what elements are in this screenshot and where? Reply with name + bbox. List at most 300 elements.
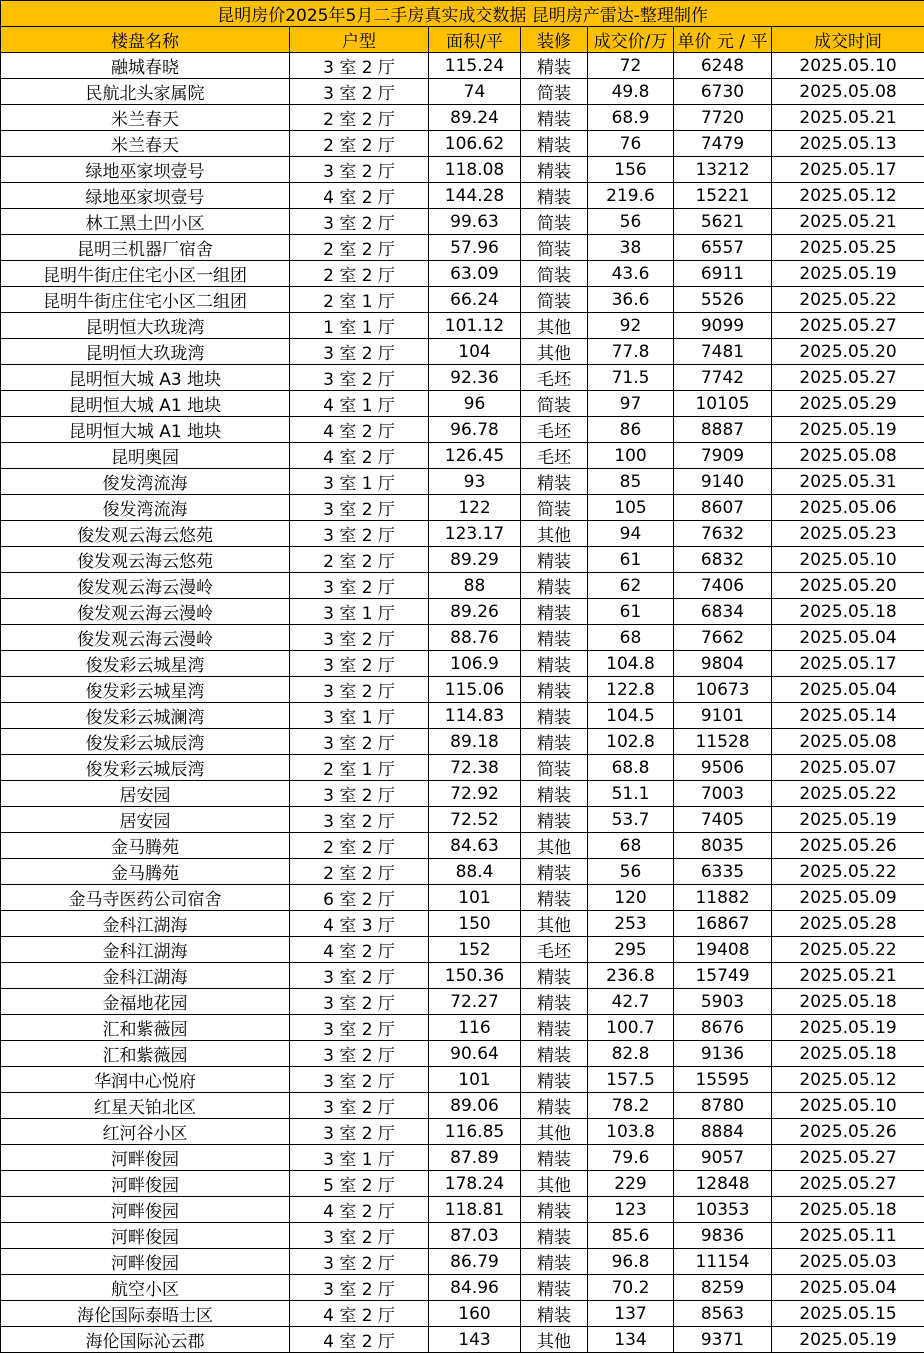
cell-area: 101.12: [429, 313, 521, 339]
cell-property-name: 金福地花园: [1, 989, 290, 1015]
cell-unit-price: 7742: [674, 365, 772, 391]
cell-decoration: 毛坯: [521, 417, 588, 443]
cell-unit-price: 8676: [674, 1015, 772, 1041]
cell-total-price: 61: [588, 599, 674, 625]
cell-unit-price: 11528: [674, 729, 772, 755]
cell-layout: 3 室 1 厅: [290, 469, 429, 495]
cell-total-price: 76: [588, 131, 674, 157]
cell-date: 2025.05.22: [772, 937, 924, 963]
cell-layout: 4 室 2 厅: [290, 443, 429, 469]
cell-decoration: 简装: [521, 79, 588, 105]
cell-unit-price: 6832: [674, 547, 772, 573]
table-row: [1, 1223, 924, 1249]
cell-property-name: 昆明奥园: [1, 443, 290, 469]
cell-property-name: 河畔俊园: [1, 1223, 290, 1249]
cell-property-name: 昆明恒大玖珑湾: [1, 339, 290, 365]
header-property-name: 楼盘名称: [1, 27, 290, 53]
cell-property-name: 昆明恒大城 A1 地块: [1, 391, 290, 417]
cell-date: 2025.05.22: [772, 781, 924, 807]
cell-decoration: 其他: [521, 1327, 588, 1353]
cell-unit-price: 8035: [674, 833, 772, 859]
cell-layout: 5 室 2 厅: [290, 1171, 429, 1197]
cell-total-price: 49.8: [588, 79, 674, 105]
header-area: 面积/平: [429, 27, 521, 53]
cell-unit-price: 7003: [674, 781, 772, 807]
cell-date: 2025.05.08: [772, 79, 924, 105]
table-row: [1, 287, 924, 313]
cell-total-price: 219.6: [588, 183, 674, 209]
cell-property-name: 俊发观云海云漫岭: [1, 625, 290, 651]
cell-property-name: 俊发观云海云漫岭: [1, 599, 290, 625]
cell-total-price: 295: [588, 937, 674, 963]
cell-area: 57.96: [429, 235, 521, 261]
table-row: [1, 833, 924, 859]
cell-layout: 3 室 2 厅: [290, 807, 429, 833]
cell-total-price: 103.8: [588, 1119, 674, 1145]
cell-property-name: 河畔俊园: [1, 1197, 290, 1223]
cell-decoration: 精装: [521, 677, 588, 703]
cell-area: 84.63: [429, 833, 521, 859]
cell-decoration: 精装: [521, 157, 588, 183]
cell-property-name: 米兰春天: [1, 105, 290, 131]
cell-area: 115.06: [429, 677, 521, 703]
cell-layout: 6 室 2 厅: [290, 885, 429, 911]
cell-decoration: 精装: [521, 703, 588, 729]
cell-property-name: 昆明牛街庄住宅小区一组团: [1, 261, 290, 287]
cell-total-price: 53.7: [588, 807, 674, 833]
cell-decoration: 精装: [521, 1249, 588, 1275]
cell-unit-price: 9136: [674, 1041, 772, 1067]
cell-decoration: 其他: [521, 833, 588, 859]
cell-layout: 2 室 1 厅: [290, 755, 429, 781]
cell-date: 2025.05.18: [772, 989, 924, 1015]
cell-date: 2025.05.22: [772, 287, 924, 313]
cell-total-price: 92: [588, 313, 674, 339]
cell-date: 2025.05.21: [772, 963, 924, 989]
cell-date: 2025.05.03: [772, 1249, 924, 1275]
cell-date: 2025.05.12: [772, 183, 924, 209]
cell-layout: 2 室 2 厅: [290, 833, 429, 859]
cell-property-name: 河畔俊园: [1, 1249, 290, 1275]
cell-unit-price: 5526: [674, 287, 772, 313]
cell-area: 96: [429, 391, 521, 417]
cell-area: 114.83: [429, 703, 521, 729]
cell-unit-price: 11154: [674, 1249, 772, 1275]
cell-property-name: 昆明恒大城 A3 地块: [1, 365, 290, 391]
cell-date: 2025.05.26: [772, 833, 924, 859]
cell-date: 2025.05.18: [772, 1197, 924, 1223]
table-row: [1, 1249, 924, 1275]
cell-unit-price: 9140: [674, 469, 772, 495]
table-row: [1, 1171, 924, 1197]
cell-area: 116.85: [429, 1119, 521, 1145]
cell-area: 152: [429, 937, 521, 963]
cell-area: 89.18: [429, 729, 521, 755]
header-layout: 户型: [290, 27, 429, 53]
cell-date: 2025.05.08: [772, 729, 924, 755]
cell-area: 123.17: [429, 521, 521, 547]
cell-property-name: 居安园: [1, 807, 290, 833]
cell-unit-price: 5621: [674, 209, 772, 235]
table-row: [1, 469, 924, 495]
cell-layout: 3 室 2 厅: [290, 1119, 429, 1145]
cell-date: 2025.05.19: [772, 261, 924, 287]
table-row: [1, 1041, 924, 1067]
cell-property-name: 航空小区: [1, 1275, 290, 1301]
table-row: [1, 53, 924, 79]
cell-total-price: 42.7: [588, 989, 674, 1015]
cell-area: 93: [429, 469, 521, 495]
table-row: [1, 729, 924, 755]
cell-area: 150.36: [429, 963, 521, 989]
cell-layout: 3 室 2 厅: [290, 625, 429, 651]
table-row: [1, 599, 924, 625]
cell-decoration: 精装: [521, 547, 588, 573]
cell-layout: 3 室 1 厅: [290, 703, 429, 729]
cell-date: 2025.05.22: [772, 859, 924, 885]
cell-unit-price: 8780: [674, 1093, 772, 1119]
cell-property-name: 米兰春天: [1, 131, 290, 157]
cell-total-price: 253: [588, 911, 674, 937]
cell-unit-price: 9371: [674, 1327, 772, 1353]
header-row: [1, 27, 924, 53]
cell-property-name: 河畔俊园: [1, 1171, 290, 1197]
cell-layout: 2 室 1 厅: [290, 287, 429, 313]
cell-total-price: 70.2: [588, 1275, 674, 1301]
cell-area: 92.36: [429, 365, 521, 391]
cell-layout: 3 室 2 厅: [290, 1015, 429, 1041]
cell-layout: 3 室 2 厅: [290, 1223, 429, 1249]
cell-total-price: 229: [588, 1171, 674, 1197]
cell-date: 2025.05.19: [772, 1327, 924, 1353]
cell-total-price: 97: [588, 391, 674, 417]
cell-layout: 3 室 2 厅: [290, 651, 429, 677]
cell-layout: 3 室 2 厅: [290, 781, 429, 807]
cell-layout: 4 室 2 厅: [290, 1197, 429, 1223]
cell-unit-price: 10673: [674, 677, 772, 703]
cell-layout: 3 室 2 厅: [290, 989, 429, 1015]
cell-decoration: 毛坯: [521, 443, 588, 469]
table-row: [1, 1119, 924, 1145]
cell-area: 87.89: [429, 1145, 521, 1171]
cell-property-name: 海伦国际沁云郡: [1, 1327, 290, 1353]
cell-unit-price: 7479: [674, 131, 772, 157]
cell-decoration: 精装: [521, 1067, 588, 1093]
table-row: [1, 183, 924, 209]
cell-date: 2025.05.19: [772, 1015, 924, 1041]
cell-layout: 1 室 1 厅: [290, 313, 429, 339]
cell-property-name: 俊发湾流海: [1, 469, 290, 495]
cell-layout: 3 室 2 厅: [290, 157, 429, 183]
cell-area: 150: [429, 911, 521, 937]
cell-layout: 3 室 2 厅: [290, 365, 429, 391]
cell-decoration: 其他: [521, 339, 588, 365]
cell-layout: 2 室 2 厅: [290, 261, 429, 287]
cell-layout: 2 室 2 厅: [290, 105, 429, 131]
table-row: [1, 911, 924, 937]
cell-unit-price: 9099: [674, 313, 772, 339]
table-row: [1, 885, 924, 911]
cell-date: 2025.05.18: [772, 1041, 924, 1067]
table-row: [1, 755, 924, 781]
cell-property-name: 绿地巫家坝壹号: [1, 157, 290, 183]
cell-date: 2025.05.13: [772, 131, 924, 157]
table-row: [1, 807, 924, 833]
cell-decoration: 精装: [521, 573, 588, 599]
cell-property-name: 俊发观云海云悠苑: [1, 521, 290, 547]
table-row: [1, 521, 924, 547]
cell-date: 2025.05.21: [772, 105, 924, 131]
cell-layout: 4 室 2 厅: [290, 183, 429, 209]
cell-total-price: 68: [588, 625, 674, 651]
cell-total-price: 236.8: [588, 963, 674, 989]
cell-total-price: 94: [588, 521, 674, 547]
cell-total-price: 71.5: [588, 365, 674, 391]
cell-property-name: 绿地巫家坝壹号: [1, 183, 290, 209]
cell-unit-price: 7662: [674, 625, 772, 651]
table-row: [1, 313, 924, 339]
cell-area: 99.63: [429, 209, 521, 235]
cell-unit-price: 6557: [674, 235, 772, 261]
cell-total-price: 56: [588, 859, 674, 885]
cell-date: 2025.05.28: [772, 911, 924, 937]
cell-property-name: 林工黑土凹小区: [1, 209, 290, 235]
cell-unit-price: 7405: [674, 807, 772, 833]
cell-property-name: 金马寺医药公司宿舍: [1, 885, 290, 911]
cell-decoration: 毛坯: [521, 365, 588, 391]
cell-area: 88.4: [429, 859, 521, 885]
cell-property-name: 华润中心悦府: [1, 1067, 290, 1093]
cell-property-name: 金科江湖海: [1, 911, 290, 937]
cell-decoration: 精装: [521, 729, 588, 755]
cell-decoration: 精装: [521, 1301, 588, 1327]
table-row: [1, 1093, 924, 1119]
cell-date: 2025.05.25: [772, 235, 924, 261]
cell-decoration: 精装: [521, 183, 588, 209]
cell-property-name: 金科江湖海: [1, 963, 290, 989]
cell-layout: 4 室 1 厅: [290, 391, 429, 417]
table-row: [1, 703, 924, 729]
cell-area: 115.24: [429, 53, 521, 79]
table-row: [1, 365, 924, 391]
cell-decoration: 精装: [521, 989, 588, 1015]
cell-unit-price: 13212: [674, 157, 772, 183]
cell-area: 89.26: [429, 599, 521, 625]
cell-decoration: 精装: [521, 781, 588, 807]
cell-unit-price: 8259: [674, 1275, 772, 1301]
cell-decoration: 精装: [521, 1197, 588, 1223]
cell-total-price: 79.6: [588, 1145, 674, 1171]
table-row: [1, 261, 924, 287]
cell-area: 101: [429, 1067, 521, 1093]
cell-layout: 3 室 2 厅: [290, 79, 429, 105]
table-row: [1, 989, 924, 1015]
cell-date: 2025.05.21: [772, 209, 924, 235]
cell-decoration: 精装: [521, 599, 588, 625]
table-row: [1, 651, 924, 677]
cell-date: 2025.05.12: [772, 1067, 924, 1093]
cell-property-name: 俊发彩云城澜湾: [1, 703, 290, 729]
cell-decoration: 其他: [521, 1171, 588, 1197]
cell-area: 84.96: [429, 1275, 521, 1301]
cell-unit-price: 7632: [674, 521, 772, 547]
cell-date: 2025.05.31: [772, 469, 924, 495]
cell-unit-price: 8887: [674, 417, 772, 443]
cell-unit-price: 7720: [674, 105, 772, 131]
cell-total-price: 68.8: [588, 755, 674, 781]
cell-unit-price: 19408: [674, 937, 772, 963]
cell-unit-price: 6730: [674, 79, 772, 105]
cell-area: 72.27: [429, 989, 521, 1015]
cell-decoration: 精装: [521, 807, 588, 833]
header-unit-price: 单价 元 / 平: [674, 27, 772, 53]
cell-total-price: 82.8: [588, 1041, 674, 1067]
cell-total-price: 51.1: [588, 781, 674, 807]
cell-layout: 2 室 2 厅: [290, 131, 429, 157]
cell-decoration: 简装: [521, 235, 588, 261]
cell-decoration: 精装: [521, 1015, 588, 1041]
cell-layout: 3 室 2 厅: [290, 573, 429, 599]
table-title: 昆明房价2025年5月二手房真实成交数据 昆明房产雷达-整理制作: [1, 1, 924, 27]
cell-total-price: 43.6: [588, 261, 674, 287]
cell-total-price: 105: [588, 495, 674, 521]
table-body: [1, 53, 924, 1353]
cell-layout: 4 室 3 厅: [290, 911, 429, 937]
cell-total-price: 100.7: [588, 1015, 674, 1041]
cell-date: 2025.05.20: [772, 573, 924, 599]
table-row: [1, 391, 924, 417]
cell-area: 66.24: [429, 287, 521, 313]
table-row: [1, 1301, 924, 1327]
cell-decoration: 其他: [521, 521, 588, 547]
cell-decoration: 精装: [521, 1093, 588, 1119]
cell-property-name: 汇和紫薇园: [1, 1015, 290, 1041]
cell-total-price: 120: [588, 885, 674, 911]
cell-decoration: 精装: [521, 131, 588, 157]
cell-area: 101: [429, 885, 521, 911]
table-row: [1, 625, 924, 651]
header-total-price: 成交价/万: [588, 27, 674, 53]
cell-decoration: 精装: [521, 625, 588, 651]
cell-decoration: 简装: [521, 261, 588, 287]
cell-unit-price: 10105: [674, 391, 772, 417]
cell-unit-price: 12848: [674, 1171, 772, 1197]
cell-decoration: 精装: [521, 469, 588, 495]
cell-date: 2025.05.17: [772, 157, 924, 183]
cell-property-name: 红星天铂北区: [1, 1093, 290, 1119]
cell-unit-price: 5903: [674, 989, 772, 1015]
cell-unit-price: 6834: [674, 599, 772, 625]
cell-unit-price: 9804: [674, 651, 772, 677]
cell-area: 63.09: [429, 261, 521, 287]
cell-total-price: 68: [588, 833, 674, 859]
cell-decoration: 精装: [521, 1275, 588, 1301]
cell-layout: 3 室 2 厅: [290, 495, 429, 521]
cell-property-name: 昆明三机器厂宿舍: [1, 235, 290, 261]
cell-layout: 3 室 2 厅: [290, 1067, 429, 1093]
cell-date: 2025.05.27: [772, 1145, 924, 1171]
cell-total-price: 68.9: [588, 105, 674, 131]
cell-property-name: 昆明牛街庄住宅小区二组团: [1, 287, 290, 313]
cell-unit-price: 7406: [674, 573, 772, 599]
cell-property-name: 俊发彩云城星湾: [1, 651, 290, 677]
cell-date: 2025.05.04: [772, 625, 924, 651]
cell-decoration: 精装: [521, 859, 588, 885]
cell-property-name: 融城春晓: [1, 53, 290, 79]
cell-area: 96.78: [429, 417, 521, 443]
table-row: [1, 79, 924, 105]
cell-property-name: 红河谷小区: [1, 1119, 290, 1145]
cell-unit-price: 10353: [674, 1197, 772, 1223]
cell-layout: 3 室 2 厅: [290, 339, 429, 365]
cell-area: 89.24: [429, 105, 521, 131]
cell-property-name: 汇和紫薇园: [1, 1041, 290, 1067]
table-row: [1, 131, 924, 157]
cell-total-price: 156: [588, 157, 674, 183]
cell-layout: 3 室 2 厅: [290, 963, 429, 989]
table-row: [1, 963, 924, 989]
cell-decoration: 精装: [521, 651, 588, 677]
cell-date: 2025.05.27: [772, 1171, 924, 1197]
cell-date: 2025.05.18: [772, 599, 924, 625]
cell-date: 2025.05.27: [772, 365, 924, 391]
header-date: 成交时间: [772, 27, 924, 53]
cell-date: 2025.05.09: [772, 885, 924, 911]
table-row: [1, 781, 924, 807]
cell-layout: 4 室 2 厅: [290, 417, 429, 443]
cell-area: 118.08: [429, 157, 521, 183]
cell-decoration: 其他: [521, 1119, 588, 1145]
cell-total-price: 72: [588, 53, 674, 79]
cell-date: 2025.05.19: [772, 417, 924, 443]
cell-total-price: 38: [588, 235, 674, 261]
cell-property-name: 河畔俊园: [1, 1145, 290, 1171]
cell-layout: 3 室 2 厅: [290, 677, 429, 703]
cell-total-price: 134: [588, 1327, 674, 1353]
cell-layout: 3 室 1 厅: [290, 599, 429, 625]
cell-unit-price: 8607: [674, 495, 772, 521]
cell-date: 2025.05.27: [772, 313, 924, 339]
cell-layout: 4 室 2 厅: [290, 1327, 429, 1353]
cell-area: 87.03: [429, 1223, 521, 1249]
cell-date: 2025.05.10: [772, 53, 924, 79]
cell-unit-price: 7909: [674, 443, 772, 469]
cell-decoration: 精装: [521, 53, 588, 79]
table-row: [1, 339, 924, 365]
cell-area: 118.81: [429, 1197, 521, 1223]
cell-property-name: 民航北头家属院: [1, 79, 290, 105]
cell-area: 89.29: [429, 547, 521, 573]
cell-total-price: 86: [588, 417, 674, 443]
cell-total-price: 137: [588, 1301, 674, 1327]
cell-property-name: 居安园: [1, 781, 290, 807]
cell-unit-price: 15595: [674, 1067, 772, 1093]
cell-date: 2025.05.26: [772, 1119, 924, 1145]
cell-date: 2025.05.17: [772, 651, 924, 677]
cell-date: 2025.05.29: [772, 391, 924, 417]
header-decoration: 装修: [521, 27, 588, 53]
cell-date: 2025.05.08: [772, 443, 924, 469]
table-row: [1, 1145, 924, 1171]
cell-unit-price: 9506: [674, 755, 772, 781]
cell-decoration: 简装: [521, 495, 588, 521]
cell-property-name: 昆明恒大玖珑湾: [1, 313, 290, 339]
table-row: [1, 235, 924, 261]
table-row: [1, 1015, 924, 1041]
cell-date: 2025.05.04: [772, 1275, 924, 1301]
table-row: [1, 859, 924, 885]
cell-total-price: 100: [588, 443, 674, 469]
